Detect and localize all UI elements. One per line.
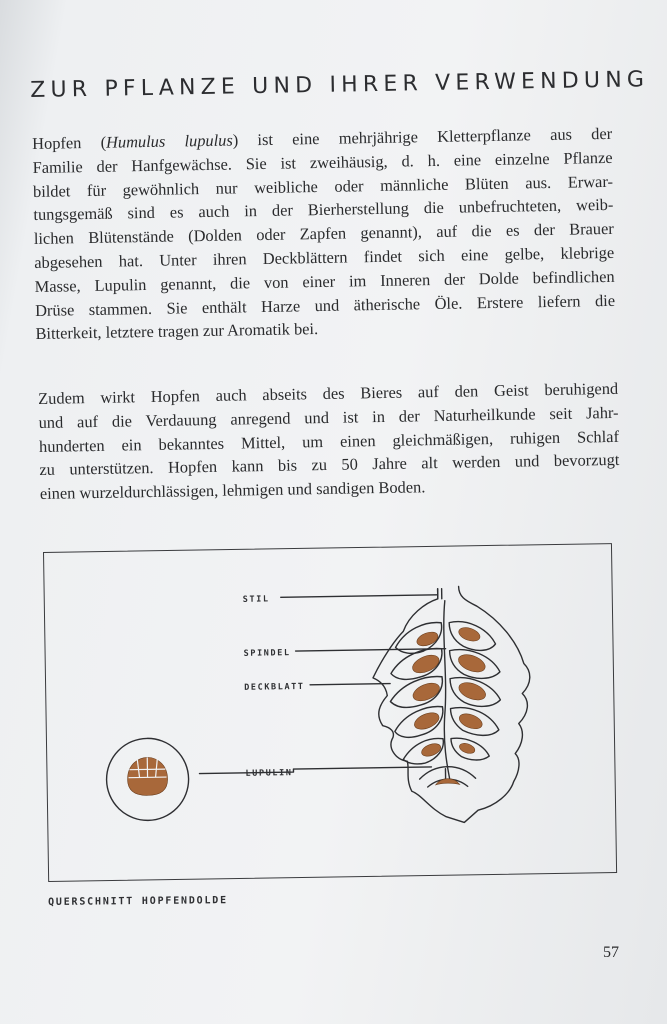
label-stil: STIL [242,594,270,605]
text-line: tungsgemäß sind es auch in der Bierherstellung die unbefruchteten, weib- [33,195,614,225]
text-line: und auf die Verdauung anregend und ist in der Naturheilkunde seit Jahr- [38,402,619,432]
leader-stil [281,595,438,597]
label-spindel: SPINDEL [243,648,291,659]
lupulin-gland [420,741,443,758]
text-line: Bitterkeit, letztere tragen zur Aromatik bei. [35,319,319,344]
text-line: hunderten ein bekanntes Mittel, um einen gleichmäßigen, ruhigen Schlaf [38,426,620,456]
figure-caption: QUERSCHNITT HOPFENDOLDE [48,895,228,908]
latin-name: Humulus lupulus [105,130,233,152]
text-line: Hopfen (Humulus lupulus) ist eine mehrjährige Kletterpflanze aus der [32,123,613,153]
text-line: einen wurzeldurchlässigen, lehmigen und sandigen Boden. [39,477,426,504]
lupulin-gland [412,709,441,732]
lupulin-gland [415,629,440,648]
section-heading: ZUR PFLANZE UND IHRER VERWENDUNG [30,67,650,103]
paragraph-plant-description [32,122,616,346]
leader-lupulin [199,767,431,774]
hop-cone-diagram [44,544,618,883]
text-line: Zudem wirkt Hopfen auch abseits des Bieres auf den Geist beruhigend [38,378,619,408]
leader-deckblatt [310,684,390,685]
lupulin-gland [458,741,476,755]
label-deckblatt: DECKBLATT [244,681,305,693]
lupulin-gland [436,778,460,784]
label-lupulin: LUPULIN [245,768,293,779]
lupulin-gland [410,652,442,677]
lupulin-gland [410,680,442,705]
lupulin-gland [457,625,482,644]
text-line: zu unterstützen. Hopfen kann bis zu 50 Jahre alt werden und bevorzugt [39,450,620,480]
stem [438,589,442,599]
text-line: bildet für gewöhnlich nur weibliche oder männliche Blüten aus. Erwar- [32,171,614,201]
hop-cone-cross-section-figure [43,543,617,882]
text-line: abgesehen hat. Unter ihren Deckblättern findet sich eine gelbe, klebrige [34,242,615,272]
page-number: 57 [603,944,619,961]
text-line: lichen Blütenstände (Dolden oder Zapfen genannt), auf die es der Brauer [33,219,614,249]
text-line: Drüse stammen. Sie enthält Harze und ätherische Öle. Erstere liefern die [34,290,616,320]
text-line: Masse, Lupulin genannt, die von einer im Inneren der Dolde befindlichen [34,266,615,296]
paragraph-usage [38,377,620,506]
text-line: Familie der Hanfgewächse. Sie ist zweihäusig, d. h. eine einzelne Pflanze [32,147,613,177]
spindle [442,601,449,779]
